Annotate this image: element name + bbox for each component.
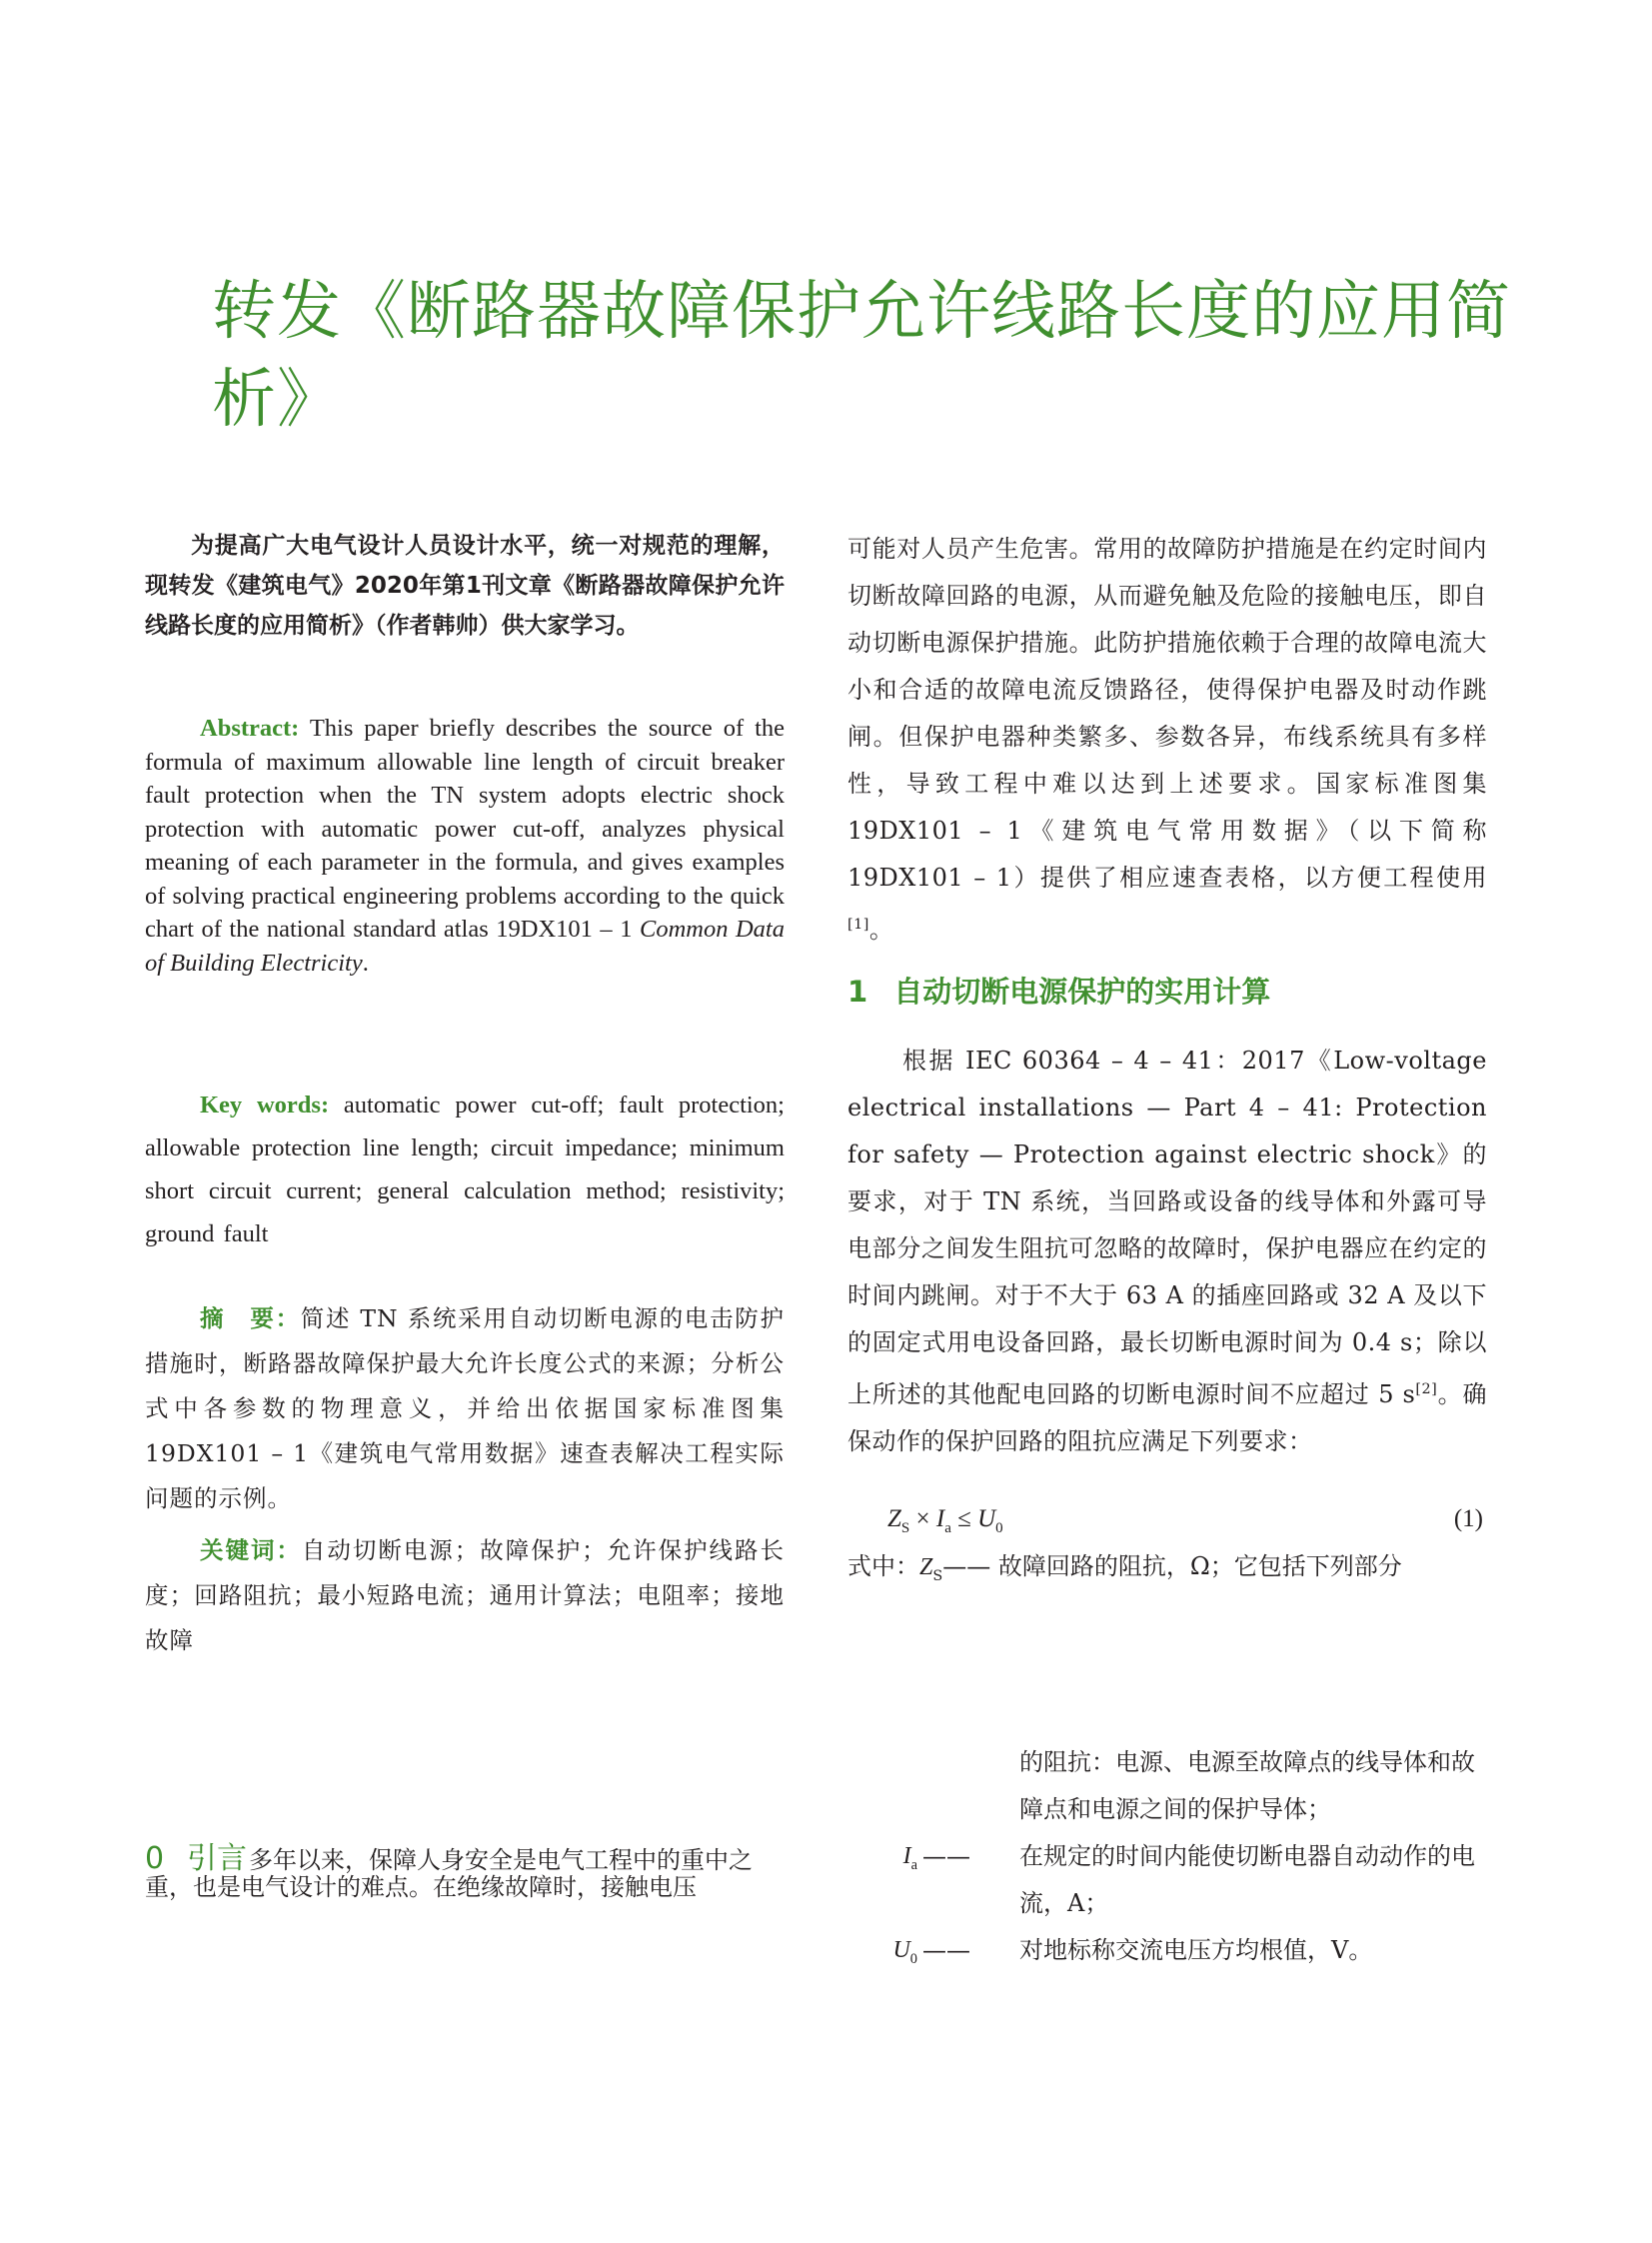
section-0-heading: 引言: [186, 1841, 247, 1876]
citation-2: [2]: [1415, 1381, 1438, 1397]
right-paragraph-1-end: 。: [868, 916, 894, 944]
right-paragraph-2: [847, 1038, 1487, 1465]
formula-ia: I: [935, 1505, 945, 1532]
right-paragraph-1: [847, 526, 1487, 954]
section-0-text: 多年以来，保障人身安全是电气工程中的重中之重，也是电气设计的难点。在绝缘故障时，接触电压: [145, 1846, 753, 1901]
keywords-text: automatic power cut-off; fault protection; allowable protection line length; circuit impedance; minimum short circuit current; general calculation method; resistivity; ground fault: [145, 1092, 785, 1247]
ia-definition: [847, 1833, 1487, 1933]
section-0-intro: [145, 1841, 785, 1901]
section-0-number: 0: [145, 1841, 165, 1876]
ia-dash: ——: [922, 1842, 970, 1870]
keywords-label: Key words:: [200, 1092, 330, 1119]
right-paragraph-2-end: 。确保动作的保护回路的阻抗应满足下列要求：: [847, 1380, 1487, 1455]
abstract-end: .: [362, 949, 369, 977]
abstract-zh-text: 简述 TN 系统采用自动切断电源的电击防护措施时，断路器故障保护最大允许长度公式的来源；分析公式中各参数的物理意义，并给出依据国家标准图集 19DX101 – 1《建筑电气常用数据》速查表解决工程实际问题的示例。: [145, 1304, 786, 1512]
right-paragraph-1-text: 可能对人员产生危害。常用的故障防护措施是在约定时间内切断故障回路的电源，从而避免触及危险的接触电压，即自动切断电源保护措施。此防护措施依赖于合理的故障电流大小和合适的故障电流反馈路径，使得保护电器及时动作跳闸。但保护电器种类繁多、参数各异，布线系统具有多样性，导致工程中难以达到上述要求。国家标准图集 19DX101 – 1《建筑电气常用数据》（以下简称 19DX101 – 1）提供了相应速查表格，以方便工程使用: [847, 535, 1487, 892]
abstract-chinese: [145, 1296, 785, 1521]
where-zs-sub: S: [932, 1567, 943, 1584]
keywords-chinese: [145, 1528, 785, 1663]
section-1-number: 1: [847, 975, 868, 1009]
ia-symbol-sub: a: [910, 1856, 917, 1873]
formula-u0: U: [977, 1505, 996, 1532]
formula-expression: [887, 1499, 1003, 1548]
u0-dash: ——: [922, 1936, 970, 1964]
section-1-title: 自动切断电源保护的实用计算: [893, 975, 1271, 1009]
where-clause: [847, 1546, 1487, 1596]
abstract-zh-label: 摘 要：: [200, 1304, 301, 1332]
keywords-zh-text: 自动切断电源；故障保护；允许保护线路长度；回路阻抗；最小短路电流；通用计算法；电阻率；接地故障: [145, 1536, 786, 1654]
abstract-label: Abstract:: [200, 715, 300, 742]
u0-definition: [847, 1927, 1487, 1977]
formula-1: [847, 1499, 1487, 1539]
where-zs-symbol: Z: [919, 1554, 933, 1580]
u0-desc: 对地标称交流电压方均根值，V。: [1019, 1936, 1373, 1964]
ia-symbol-letter: I: [902, 1843, 911, 1869]
formula-times: ×: [909, 1505, 936, 1532]
abstract-book-title: Common Data of Building Electricity: [145, 916, 785, 977]
where-zs-desc: 故障回路的阻抗，Ω；它包括下列部分: [997, 1552, 1402, 1580]
intro-paragraph: 为提高广大电气设计人员设计水平，统一对规范的理解，现转发《建筑电气》2020年第1刊文章《断路器故障保护允许线路长度的应用简析》（作者韩帅）供大家学习。: [145, 533, 785, 639]
keywords-english: [145, 1084, 785, 1255]
zs-desc-cont: 的阻抗：电源、电源至故障点的线导体和故障点和电源之间的保护导体；: [1019, 1748, 1475, 1823]
page-title: 转发《断路器故障保护允许线路长度的应用简析》: [212, 275, 1511, 437]
abstract-english: [145, 712, 785, 980]
formula-le: ≤: [950, 1505, 978, 1532]
formula-zs: Z: [887, 1505, 901, 1532]
ia-symbol: [847, 1833, 917, 1889]
u0-symbol: [847, 1927, 917, 1983]
right-paragraph-2-text: 根据 IEC 60364 – 4 – 41：2017《Low-voltage electrical installations — Part 4 – 41: Protection for safety — Protection against electric shock》的要求，对于 TN 系统，当回路或设备的线导体和外露可导电部分之间发生阻抗可忽略的故障时，保护电器应在约定的时间内跳闸。对于不大于 63 A 的插座回路或 32 A 及以下的固定式用电设备回路，最长切断电源时间为 0.4 s；除以上所述的其他配电回路的切断电源时间不应超过 5 s: [847, 1047, 1487, 1408]
formula-ia-sub: a: [944, 1520, 951, 1536]
section-1-heading: [847, 972, 1487, 1012]
where-prefix: 式中：: [847, 1552, 919, 1580]
zs-definition-continued: [847, 1739, 1487, 1839]
citation-1: [1]: [847, 917, 869, 933]
formula-number: (1): [1453, 1505, 1483, 1532]
u0-symbol-sub: 0: [909, 1950, 917, 1967]
formula-zs-sub: S: [900, 1520, 910, 1536]
keywords-zh-label: 关键词：: [200, 1536, 302, 1564]
ia-desc: 在规定的时间内能使切断电器自动动作的电流，A；: [1019, 1842, 1475, 1917]
formula-u0-sub: 0: [995, 1520, 1003, 1536]
abstract-text: This paper briefly describes the source of the formula of maximum allowable line length of circuit breaker fault protection when the TN system adopts electric shock protection with automatic power cut-off, analyzes physical meaning of each parameter in the formula, and gives examples of solving practical engineering problems according to the quick chart of the national standard atlas 19DX101 – 1: [145, 715, 785, 943]
where-zs-dash: ——: [942, 1552, 998, 1580]
u0-symbol-letter: U: [892, 1937, 910, 1963]
